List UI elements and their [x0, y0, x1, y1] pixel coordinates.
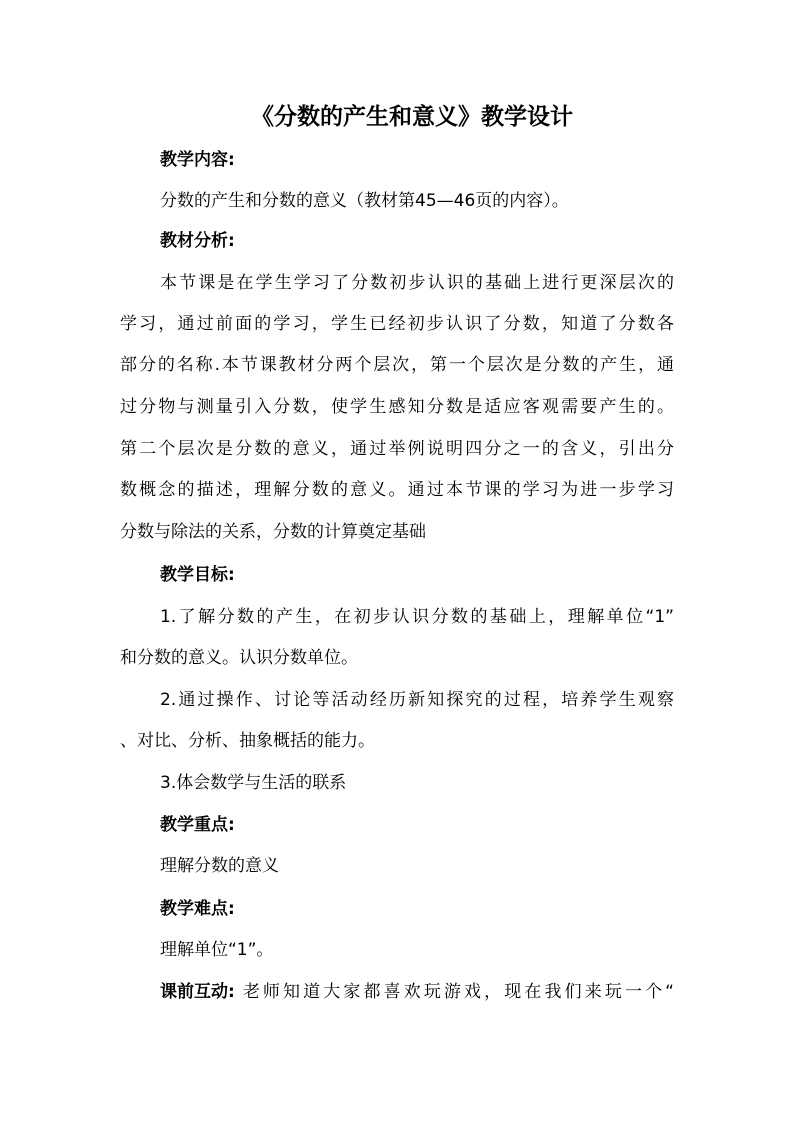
document-title: 《分数的产生和意义》教学设计 [251, 104, 573, 130]
key-point-heading: 教学重点: [160, 815, 235, 835]
goals-heading: 教学目标: [160, 565, 235, 585]
analysis-heading: 教材分析: [160, 231, 235, 251]
difficulty-text: 理解单位“1”。 [160, 940, 274, 960]
goal-2-line: 2.通过操作、讨论等活动经历新知探究的过程，培养学生观察 [160, 690, 674, 710]
analysis-line: 数概念的描述，理解分数的意义。通过本节课的学习为进一步学习 [120, 480, 674, 500]
analysis-line: 分数与除法的关系，分数的计算奠定基础 [120, 522, 426, 542]
analysis-line: 本节课是在学生学习了分数初步认识的基础上进行更深层次的 [160, 273, 674, 293]
interaction-text: 老师知道大家都喜欢玩游戏，现在我们来玩一个“ [242, 982, 674, 1002]
analysis-line: 部分的名称.本节课教材分两个层次，第一个层次是分数的产生，通 [120, 355, 674, 375]
goal-1-line: 和分数的意义。认识分数单位。 [120, 648, 358, 668]
goal-3: 3.体会数学与生活的联系 [160, 773, 347, 793]
pre-class-interaction [160, 980, 674, 1004]
difficulty-heading: 教学难点: [160, 899, 235, 919]
goal-2-line: 、对比、分析、抽象概括的能力。 [120, 731, 375, 751]
analysis-line: 学习，通过前面的学习，学生已经初步认识了分数，知道了分数各 [120, 314, 674, 334]
interaction-label: 课前互动: [160, 982, 235, 1002]
content-text: 分数的产生和分数的意义（教材第45—46页的内容）。 [160, 191, 569, 211]
goal-1-line: 1.了解分数的产生，在初步认识分数的基础上，理解单位“1” [160, 607, 674, 627]
analysis-line: 第二个层次是分数的意义，通过举例说明四分之一的含义，引出分 [120, 439, 674, 459]
key-point-text: 理解分数的意义 [160, 856, 279, 876]
analysis-line: 过分物与测量引入分数，使学生感知分数是适应客观需要产生的。 [120, 397, 674, 417]
content-heading: 教学内容: [160, 150, 235, 170]
